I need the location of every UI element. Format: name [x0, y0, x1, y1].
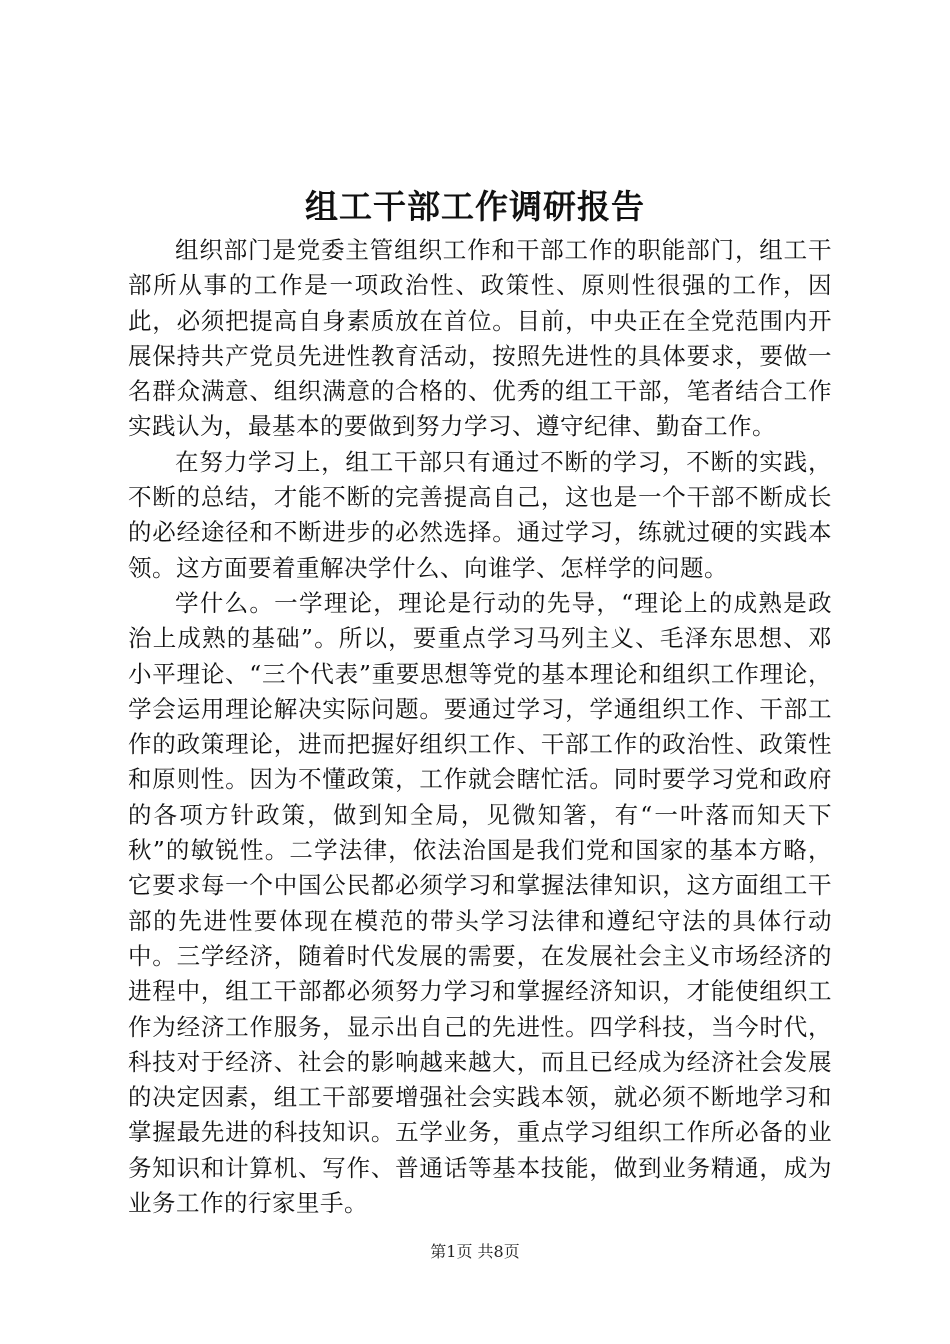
paragraph-study: 在努力学习上，组工干部只有通过不断的学习，不断的实践，不断的总结，才能不断的完善提高自己，这也是一个干部不断成长的必经途径和不断进步的必然选择。通过学习，练就过硬的实践本领。这方面要着重解决学什么、向谁学、怎样学的问题。 [128, 447, 832, 582]
page-footer: 第1页 共8页 [430, 1242, 520, 1261]
document-body [128, 233, 832, 1221]
document-title: 组工干部工作调研报告 [305, 187, 645, 226]
paragraph-what-to-learn: 学什么。一学理论，理论是行动的先导，“理论上的成熟是政治上成熟的基础”。所以，要重点学习马列主义、毛泽东思想、邓小平理论、“三个代表”重要思想等党的基本理论和组织工作理论，学会运用理论解决实际问题。要通过学习，学通组织工作、干部工作的政策理论，进而把握好组织工作、干部工作的政治性、政策性和原则性。因为不懂政策，工作就会瞎忙活。同时要学习党和政府的各项方针政策，做到知全局，见微知箸，有“一叶落而知天下秋”的敏锐性。二学法律，依法治国是我们党和国家的基本方略，它要求每一个中国公民都必须学习和掌握法律知识，这方面组工干部的先进性要体现在模范的带头学习法律和遵纪守法的具体行动中。三学经济，随着时代发展的需要，在发展社会主义市场经济的进程中，组工干部都必须努力学习和掌握经济知识，才能使组织工作为经济工作服务，显示出自己的先进性。四学科技，当今时代，科技对于经济、社会的影响越来越大，而且已经成为经济社会发展的决定因素，组工干部要增强社会实践本领，就必须不断地学习和掌握最先进的科技知识。五学业务，重点学习组织工作所必备的业务知识和计算机、写作、普通话等基本技能，做到业务精通，成为业务工作的行家里手。 [128, 588, 832, 1218]
paragraph-intro: 组织部门是党委主管组织工作和干部工作的职能部门，组工干部所从事的工作是一项政治性、政策性、原则性很强的工作，因此，必须把提高自身素质放在首位。目前，中央正在全党范围内开展保持共产党员先进性教育活动，按照先进性的具体要求，要做一名群众满意、组织满意的合格的、优秀的组工干部，笔者结合工作实践认为，最基本的要做到努力学习、遵守纪律、勤奋工作。 [128, 236, 832, 441]
